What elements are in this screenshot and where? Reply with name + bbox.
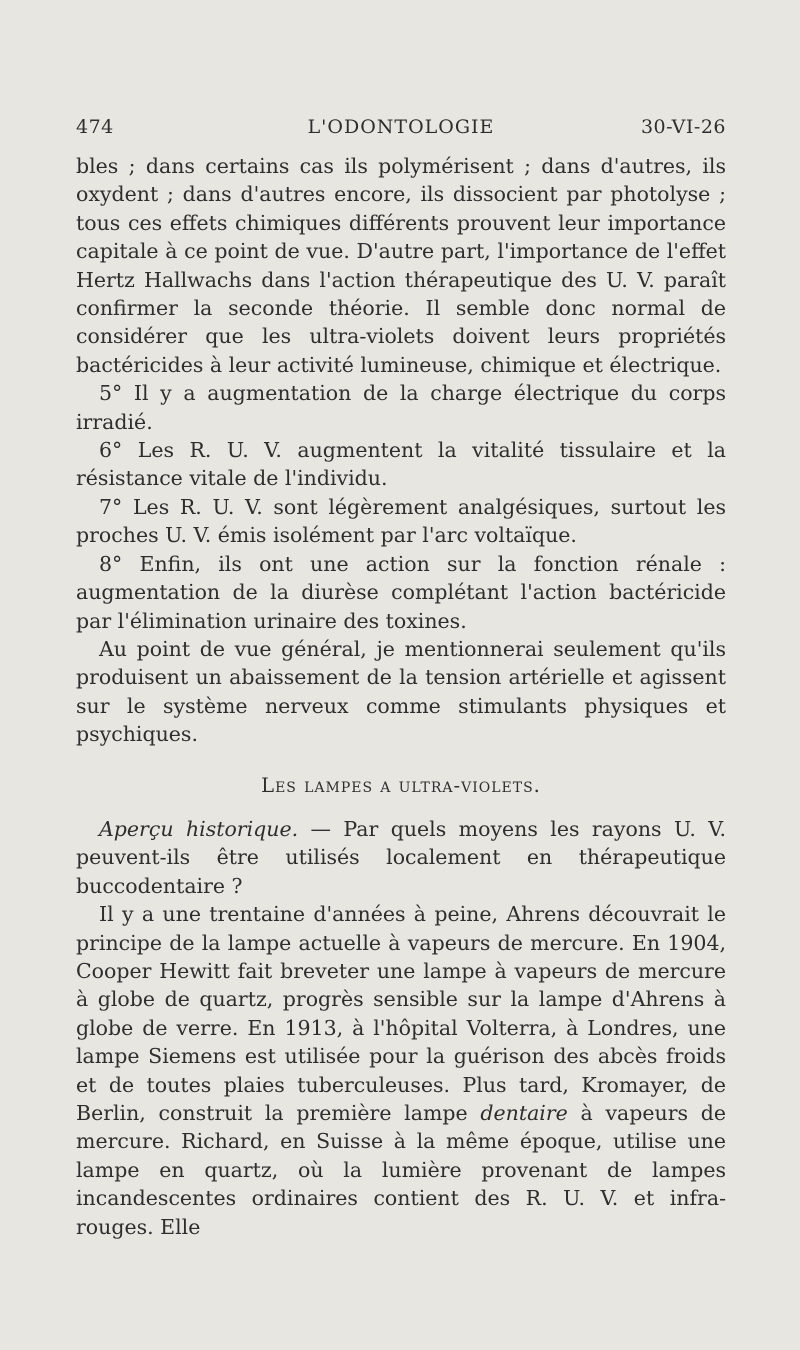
paragraph: 6° Les R. U. V. augmentent la vitalité tissulaire et la résistance vitale de l'individu.: [76, 438, 726, 491]
subsection-text: — Par quels moyens les rayons U. V. peuvent-ils être utilisés localement en thérapeutique buccodentaire ?: [76, 816, 726, 898]
history-paragraph: [76, 900, 726, 1241]
issue-date: 30-VI-26: [640, 116, 726, 138]
subsection-label: Aperçu historique.: [99, 816, 299, 841]
paragraph: 7° Les R. U. V. sont légèrement analgésiques, surtout les proches U. V. émis isolément par l'arc voltaïque.: [76, 494, 726, 548]
paragraph: bles ; dans certains cas ils polymérisent ; dans d'autres, ils oxydent ; dans d'autres encore, ils dissocient par photolyse ; tous ces effets chimiques différents prouvent leur importance capitale à ce point de vue. D'autre part, l'importance de l'effet Hertz Hallwachs dans l'action thérapeutique des U. V. paraît confirmer la seconde théorie. Il semble donc normal de considérer que les ultra-violets doivent leurs propriétés bactéricides à leur activité lumineuse, chimique et électrique.: [76, 154, 726, 377]
page-number: 474: [76, 116, 114, 138]
paragraph: Au point de vue général, je mentionnerai seulement qu'ils produisent un abaissement de la tension artérielle et agissent sur le système nerveux comme stimulants physiques et psychiques.: [76, 636, 726, 747]
history-text-end: à vapeurs de mercure. Richard, en Suisse à la même époque, utilise une lampe en quartz, où la lumière provenant de lampes incandescentes ordinaires contient des R. U. V. et infra-rouges. Elle: [76, 1101, 726, 1239]
body-text: [76, 152, 726, 1241]
running-header: [76, 116, 726, 144]
journal-title: L'ODONTOLOGIE: [307, 116, 495, 138]
paragraph: 5° Il y a augmentation de la charge électrique du corps irradié.: [76, 381, 726, 434]
subsection-paragraph: [76, 815, 726, 900]
history-text-start: Il y a une trentaine d'années à peine, Ahrens découvrait le principe de la lampe actuelle à vapeurs de mercure. En 1904, Cooper Hewitt fait breveter une lampe à vapeurs de mercure à globe de quartz, progrès sensible sur la lampe d'Ahrens à globe de verre. En 1913, à l'hôpital Volterra, à Londres, une lampe Siemens est utilisée pour la guérison des abcès froids et de toutes plaies tuberculeuses. Plus tard, Kromayer, de Berlin, construit la première lampe: [76, 902, 726, 1125]
emphasized-word: dentaire: [480, 1101, 568, 1125]
paragraph: 8° Enfin, ils ont une action sur la fonction rénale : augmentation de la diurèse complétant l'action bactéricide par l'élimination urinaire des toxines.: [76, 551, 726, 633]
section-title: Les lampes a ultra-violets.: [261, 773, 541, 797]
